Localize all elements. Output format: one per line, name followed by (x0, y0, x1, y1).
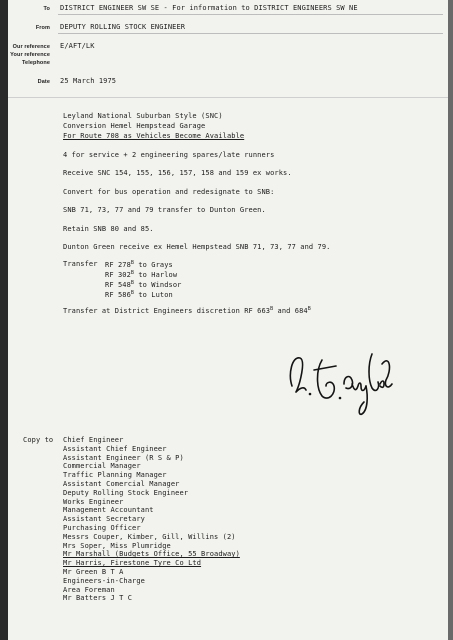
transfer-sup: B (130, 270, 135, 276)
copy-recipient: Assistant Comercial Manager (63, 480, 180, 488)
transfer-code: RF 302 (105, 271, 131, 279)
to-value: DISTRICT ENGINEER SW SE - For information to DISTRICT ENGINEERS SW NE (60, 4, 358, 12)
copy-recipient: Area Foreman (63, 585, 115, 594)
paragraph-2: Receive SNC 154, 155, 156, 157, 158 and 159 ex works. (63, 169, 292, 177)
transfer-dest: to Harlow (138, 271, 178, 279)
copy-recipient: Assistant Chief Engineer (63, 444, 167, 453)
copy-recipient: Works Engineer (63, 497, 124, 506)
our-reference-label: Our reference (12, 44, 50, 50)
paragraph-1: 4 for service + 2 engineering spares/late runners (63, 151, 275, 159)
copy-recipient: Assistant Secretary (63, 515, 145, 524)
transfer-dest: to Windsor (138, 281, 182, 289)
copy-recipient: Purchasing Officer (63, 524, 141, 532)
copy-recipient: Mr Batters J T C (63, 594, 133, 603)
telephone-label: Telephone (22, 60, 50, 66)
transfer-dest: to Grays (138, 261, 173, 269)
to-label: To (43, 6, 50, 12)
copy-recipient: Messrs Couper, Kimber, Gill, Willins (2) (63, 532, 236, 541)
your-reference-label: Your reference (10, 52, 50, 58)
paragraph-5: Retain SNB 80 and 85. (63, 225, 154, 233)
copy-recipient: Traffic Planning Manager (63, 471, 167, 480)
paragraph-3: Convert for bus operation and redesignate to SNB: (63, 188, 275, 196)
copy-recipient: Commercial Manager (63, 462, 141, 471)
discretion-sup-1: B (270, 306, 274, 312)
transfer-row (105, 260, 173, 269)
copy-recipient: Engineers-in-Charge (63, 576, 145, 585)
transfer-code: RF 586 (105, 291, 131, 299)
date-label: Date (37, 79, 50, 85)
paragraph-6: Dunton Green receive ex Hemel Hempstead SNB 71, 73, 77 and 79. (63, 243, 331, 251)
transfer-row (105, 290, 173, 299)
transfer-dest: to Luton (138, 291, 173, 299)
date-value: 25 March 1975 (60, 77, 117, 85)
discretion-line (63, 306, 311, 315)
header-divider (8, 97, 448, 98)
copy-recipient: Assistant Engineer (R S & P) (63, 453, 184, 462)
handwritten-signature (286, 340, 396, 420)
transfer-sup: B (130, 280, 135, 286)
copy-recipient: Mr Green B T A (63, 568, 124, 576)
transfer-sup: B (130, 290, 135, 296)
our-reference-value: E/AFT/LK (60, 42, 95, 50)
from-value: DEPUTY ROLLING STOCK ENGINEER (60, 23, 186, 31)
from-rule (58, 33, 443, 34)
copy-recipient: Deputy Rolling Stock Engineer (63, 488, 189, 497)
copy-recipient: Management Accountant (63, 506, 154, 515)
copy-recipient: Chief Engineer (63, 436, 124, 444)
to-rule (58, 14, 443, 15)
paragraph-4: SNB 71, 73, 77 and 79 transfer to Dunton Green. (63, 206, 266, 214)
scan-edge-left (0, 0, 8, 640)
transfer-code: RF 548 (105, 281, 131, 289)
transfer-label: Transfer (63, 260, 98, 268)
copy-recipient: Mr Marshall (Budgets Office, 55 Broadway) (63, 550, 240, 559)
subject-line-2: Conversion Hemel Hempstead Garage (63, 122, 206, 130)
copy-recipient: Mr Harris, Firestone Tyre Co Ltd (63, 559, 202, 568)
copy-recipient: Mrs Soper, Miss Plumridge (63, 541, 171, 550)
transfer-row (105, 270, 177, 279)
discretion-text: Transfer at District Engineers discretion RF 663 (63, 307, 271, 315)
transfer-row (105, 280, 182, 289)
subject-line-3: For Route 708 as Vehicles Become Available (63, 132, 245, 140)
memo-page (8, 0, 448, 640)
discretion-and: and 684 (273, 307, 308, 315)
scan-edge-right (448, 0, 453, 640)
subject-line-1: Leyland National Suburban Style (SNC) (63, 112, 223, 120)
from-label: From (35, 25, 50, 31)
copy-to-label: Copy to (23, 436, 54, 444)
discretion-sup-2: B (307, 306, 311, 312)
transfer-sup: B (130, 260, 135, 266)
transfer-code: RF 278 (105, 261, 131, 269)
